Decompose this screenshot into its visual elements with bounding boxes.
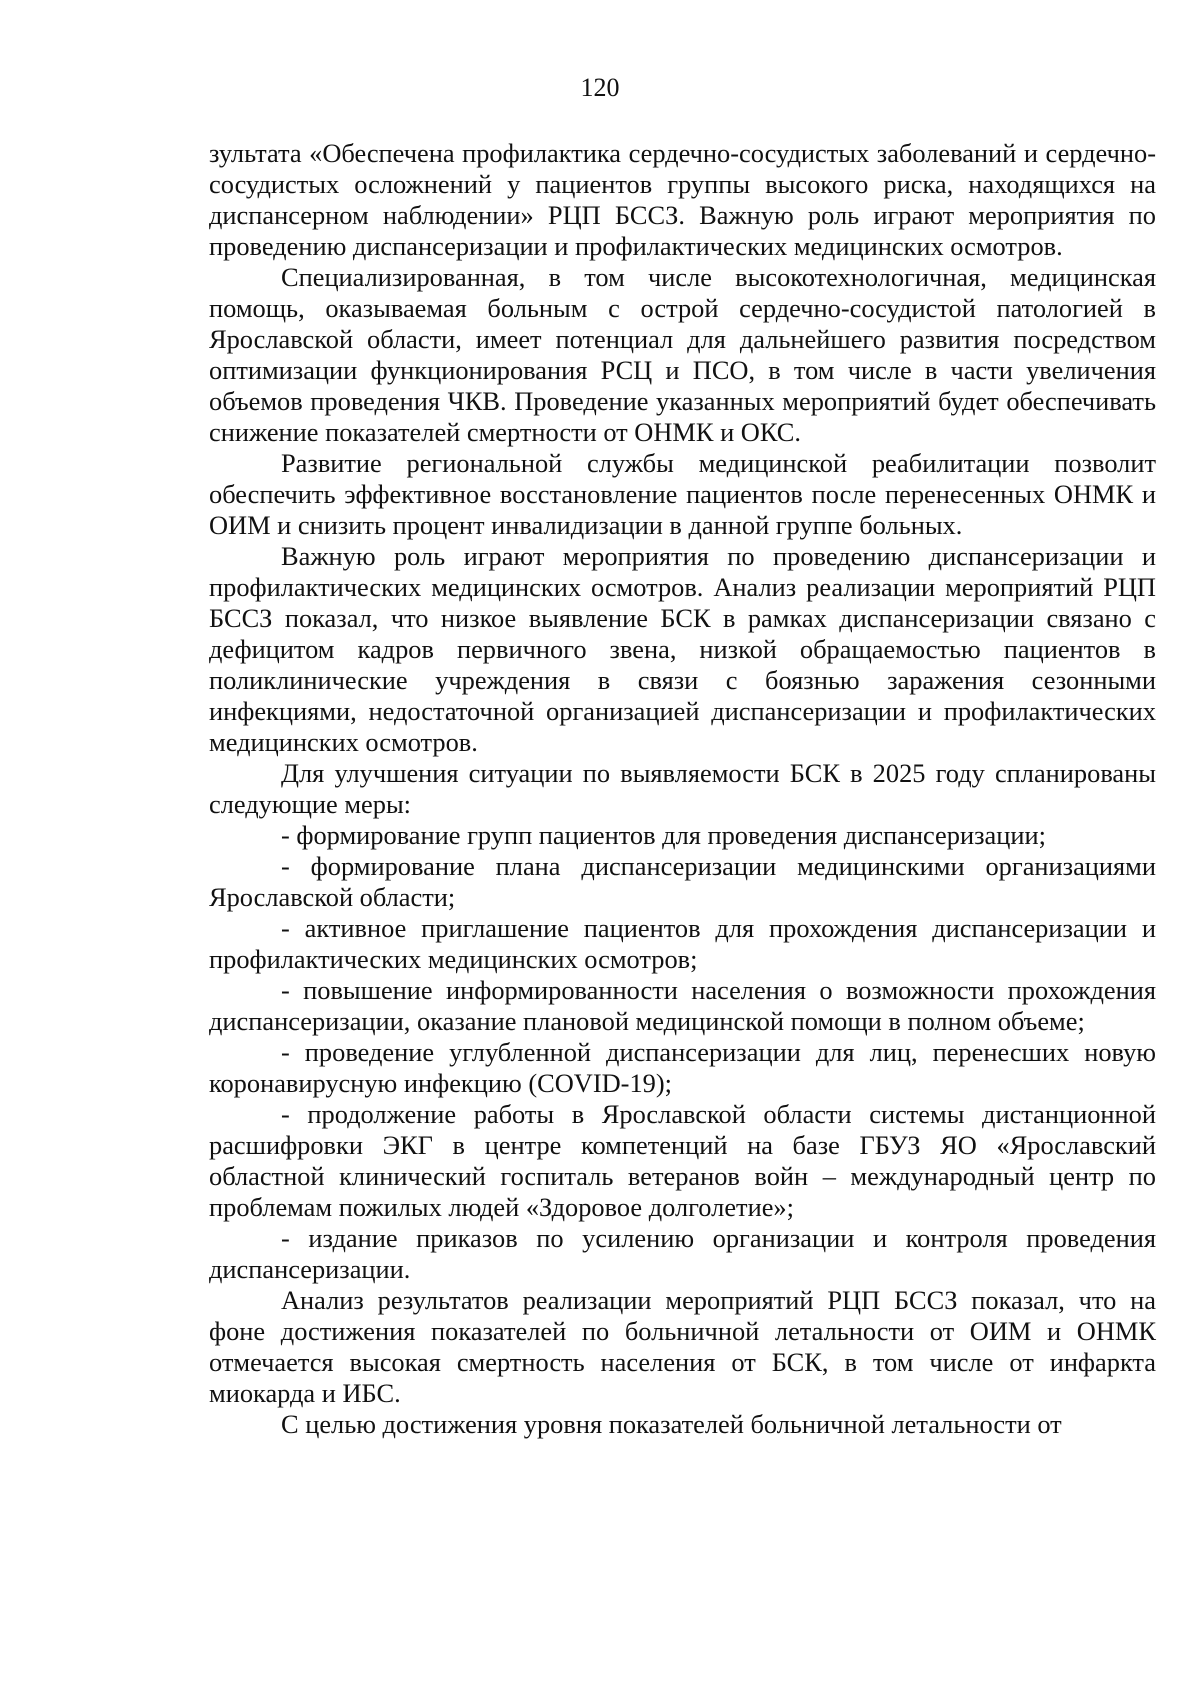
list-item: - формирование плана диспансеризации медицинскими организациями Ярославской области; [209, 851, 1156, 912]
list-item: - формирование групп пациентов для проведения диспансеризации; [281, 820, 1046, 850]
list-item: - активное приглашение пациентов для прохождения диспансеризации и профилактических медицинских осмотров; [209, 913, 1156, 974]
paragraph-continuation: зультата «Обеспечена профилактика сердечно-сосудистых заболеваний и сердечно-сосудистых осложнений у пациентов группы высокого риска, находящихся на диспансерном наблюдении» РЦП БССЗ. Важную роль играют мероприятия по проведению диспансеризации и профилактических медицинских осмотров. [209, 138, 1156, 261]
paragraph-results-analysis: Анализ результатов реализации мероприятий РЦП БССЗ показал, что на фоне достижения показателей по больничной летальности от ОИМ и ОНМК отмечается высокая смертность населения от БСК, в том числе от инфаркта миокарда и ИБС. [209, 1285, 1156, 1408]
paragraph-goal: С целью достижения уровня показателей больничной летальности от [281, 1409, 1062, 1439]
text-body [209, 138, 1156, 1440]
list-item: - издание приказов по усилению организации и контроля проведения диспансеризации. [209, 1223, 1156, 1284]
list-item: - повышение информированности населения о возможности прохождения диспансеризации, оказание плановой медицинской помощи в полном объеме; [209, 975, 1156, 1036]
page-number: 120 [580, 73, 620, 102]
paragraph-measures-intro: Для улучшения ситуации по выявляемости БСК в 2025 году спланированы следующие меры: [209, 758, 1156, 819]
list-item: - проведение углубленной диспансеризации для лиц, перенесших новую коронавирусную инфекцию (COVID-19); [209, 1037, 1156, 1098]
paragraph-specialized-care: Специализированная, в том числе высокотехнологичная, медицинская помощь, оказываемая больным с острой сердечно-сосудистой патологией в Ярославской области, имеет потенциал для дальнейшего развития посредством оптимизации функционирования РСЦ и ПСО, в том числе в части увеличения объемов проведения ЧКВ. Проведение указанных мероприятий будет обеспечивать снижение показателей смертности от ОНМК и ОКС. [209, 262, 1156, 447]
paragraph-rehabilitation: Развитие региональной службы медицинской реабилитации позволит обеспечить эффективное восстановление пациентов после перенесенных ОНМК и ОИМ и снизить процент инвалидизации в данной группе больных. [209, 448, 1156, 540]
paragraph-dispensary-analysis: Важную роль играют мероприятия по проведению диспансеризации и профилактических медицинских осмотров. Анализ реализации мероприятий РЦП БССЗ показал, что низкое выявление БСК в рамках диспансеризации связано с дефицитом кадров первичного звена, низкой обращаемостью пациентов в поликлинические учреждения в связи с боязнью заражения сезонными инфекциями, недостаточной организацией диспансеризации и профилактических медицинских осмотров. [209, 541, 1156, 757]
list-item: - продолжение работы в Ярославской области системы дистанционной расшифровки ЭКГ в центре компетенций на базе ГБУЗ ЯО «Ярославский областной клинический госпиталь ветеранов войн – международный центр по проблемам пожилых людей «Здоровое долголетие»; [209, 1099, 1156, 1222]
